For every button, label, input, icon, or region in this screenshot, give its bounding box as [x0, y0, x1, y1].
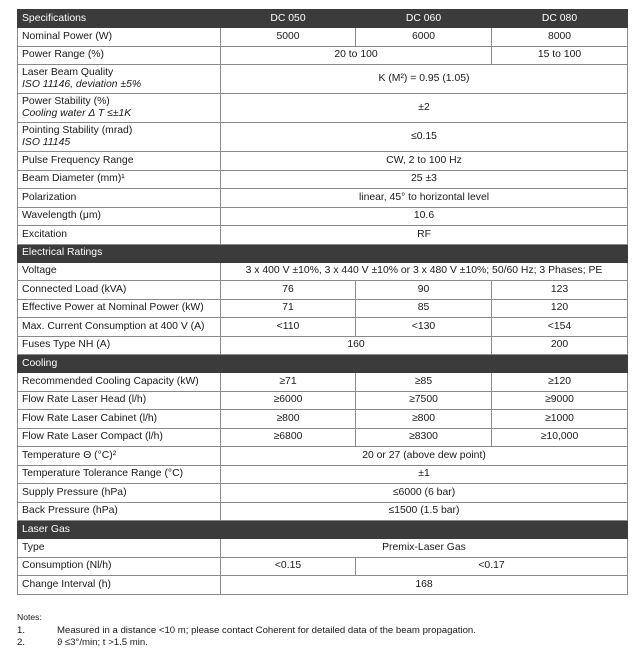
table-row	[18, 207, 628, 226]
note-number: 1.	[17, 624, 26, 636]
value-cell: <0.15	[221, 557, 356, 576]
row-label	[18, 46, 221, 65]
table-row	[18, 46, 628, 65]
row-label	[18, 65, 221, 94]
section-electrical-ratings	[18, 244, 628, 262]
value-cell: ≤0.15	[221, 123, 628, 152]
value-cell: 5000	[221, 28, 356, 47]
value-cell: 200	[492, 336, 628, 355]
section-title: Electrical Ratings	[18, 244, 628, 262]
row-label-text: Temperature Tolerance Range (°C)	[22, 468, 184, 480]
row-label-text: Pulse Frequency Range	[22, 154, 134, 166]
row-label	[18, 336, 221, 355]
table-row	[18, 465, 628, 484]
row-label	[18, 484, 221, 503]
table-row	[18, 262, 628, 281]
value-cell: 168	[221, 576, 628, 595]
value-cell: ≥9000	[492, 391, 628, 410]
row-label-note: ISO 11146, deviation ±5%	[22, 79, 142, 90]
notes-title: Notes:	[17, 612, 42, 622]
value-cell: 123	[492, 281, 628, 300]
row-label	[18, 281, 221, 300]
row-label-text: Fuses Type NH (A)	[22, 339, 111, 351]
value-cell: 10.6	[221, 207, 628, 226]
notes	[17, 612, 476, 649]
value-cell: CW, 2 to 100 Hz	[221, 152, 628, 171]
row-label	[18, 226, 221, 245]
table-row	[18, 557, 628, 576]
row-label-text: Consumption (Nl/h)	[22, 560, 112, 572]
note-text: ϑ ≤3°/min; t >1.5 min.	[57, 636, 148, 648]
row-label-text: Effective Power at Nominal Power (kW)	[22, 302, 204, 314]
row-label	[18, 539, 221, 558]
value-cell: ≥800	[221, 410, 356, 429]
value-cell: ≥6000	[221, 391, 356, 410]
section-title: Cooling	[18, 355, 628, 373]
value-cell: K (M²) = 0.95 (1.05)	[221, 65, 628, 94]
value-cell: ≥10,000	[492, 428, 628, 447]
row-label	[18, 94, 221, 123]
header-label: Specifications	[18, 10, 221, 28]
row-label-text: Temperature Θ (°C)²	[22, 449, 117, 461]
table-header-row	[18, 10, 628, 28]
value-cell: ≥6800	[221, 428, 356, 447]
value-cell: Premix-Laser Gas	[221, 539, 628, 558]
row-label	[18, 207, 221, 226]
value-cell: 25 ±3	[221, 170, 628, 189]
value-cell: ≥7500	[356, 391, 492, 410]
specifications-table	[17, 9, 628, 595]
row-label	[18, 170, 221, 189]
value-cell: ±2	[221, 94, 628, 123]
row-label-text: Max. Current Consumption at 400 V (A)	[22, 320, 205, 332]
note-item	[17, 625, 476, 637]
row-label-text: Flow Rate Laser Cabinet (l/h)	[22, 412, 158, 424]
value-cell: linear, 45° to horizontal level	[221, 189, 628, 208]
row-label-text: Connected Load (kVA)	[22, 283, 127, 295]
table-row	[18, 410, 628, 429]
table-row	[18, 226, 628, 245]
value-cell: <130	[356, 318, 492, 337]
column-header-dc050: DC 050	[221, 10, 356, 28]
row-label	[18, 123, 221, 152]
row-label-text: Beam Diameter (mm)¹	[22, 173, 125, 185]
table-row	[18, 502, 628, 521]
value-cell: 120	[492, 299, 628, 318]
row-label	[18, 502, 221, 521]
row-label-text: Power Stability (%)	[22, 96, 110, 108]
value-cell: ≥85	[356, 373, 492, 392]
table-row	[18, 189, 628, 208]
table-row	[18, 539, 628, 558]
table-row	[18, 484, 628, 503]
section-laser-gas	[18, 521, 628, 539]
value-cell: 6000	[356, 28, 492, 47]
table-row	[18, 299, 628, 318]
value-cell: 20 or 27 (above dew point)	[221, 447, 628, 466]
table-row	[18, 28, 628, 47]
table-row	[18, 65, 628, 94]
row-label-text: Flow Rate Laser Compact (l/h)	[22, 431, 163, 443]
row-label-note: ISO 11145	[22, 137, 71, 148]
value-cell: ≥71	[221, 373, 356, 392]
section-title: Laser Gas	[18, 521, 628, 539]
row-label	[18, 465, 221, 484]
column-header-dc060: DC 060	[356, 10, 492, 28]
value-cell: <110	[221, 318, 356, 337]
row-label	[18, 28, 221, 47]
table-row	[18, 94, 628, 123]
value-cell: 90	[356, 281, 492, 300]
value-cell: 15 to 100	[492, 46, 628, 65]
value-cell: ≥1000	[492, 410, 628, 429]
value-cell: ±1	[221, 465, 628, 484]
row-label	[18, 410, 221, 429]
value-cell: 76	[221, 281, 356, 300]
row-label-text: Power Range (%)	[22, 49, 105, 61]
row-label	[18, 373, 221, 392]
row-label	[18, 318, 221, 337]
table-row	[18, 373, 628, 392]
value-cell: ≥8300	[356, 428, 492, 447]
row-label-text: Laser Beam Quality	[22, 67, 114, 79]
table-row	[18, 391, 628, 410]
row-label-text: Change Interval (h)	[22, 578, 111, 590]
value-cell: 20 to 100	[221, 46, 492, 65]
table-row	[18, 123, 628, 152]
table-row	[18, 152, 628, 171]
value-cell: ≤6000 (6 bar)	[221, 484, 628, 503]
table-row	[18, 576, 628, 595]
row-label-text: Polarization	[22, 191, 77, 203]
table-row	[18, 170, 628, 189]
value-cell: ≥120	[492, 373, 628, 392]
row-label	[18, 189, 221, 208]
table-row	[18, 428, 628, 447]
row-label-text: Wavelength (μm)	[22, 210, 101, 222]
column-header-dc080: DC 080	[492, 10, 628, 28]
value-cell: 85	[356, 299, 492, 318]
table-row	[18, 318, 628, 337]
row-label	[18, 152, 221, 171]
row-label-text: Recommended Cooling Capacity (kW)	[22, 375, 199, 387]
note-text: Measured in a distance <10 m; please contact Coherent for detailed data of the beam propagation.	[57, 624, 476, 636]
row-label	[18, 447, 221, 466]
value-cell: 71	[221, 299, 356, 318]
row-label-text: Flow Rate Laser Head (l/h)	[22, 394, 147, 406]
row-label-text: Nominal Power (W)	[22, 30, 113, 42]
row-label	[18, 262, 221, 281]
row-label-text: Excitation	[22, 228, 68, 240]
row-label-note: Cooling water Δ T ≤±1K	[22, 108, 132, 119]
note-number: 2.	[17, 636, 26, 648]
row-label-text: Voltage	[22, 265, 57, 277]
row-label	[18, 391, 221, 410]
value-cell: ≤1500 (1.5 bar)	[221, 502, 628, 521]
value-cell: 8000	[492, 28, 628, 47]
table-row	[18, 336, 628, 355]
row-label-text: Back Pressure (hPa)	[22, 505, 118, 517]
value-cell: <154	[492, 318, 628, 337]
row-label	[18, 299, 221, 318]
table-row	[18, 447, 628, 466]
row-label-text: Pointing Stability (mrad)	[22, 125, 133, 137]
table-row	[18, 281, 628, 300]
value-cell: <0.17	[356, 557, 628, 576]
row-label-text: Supply Pressure (hPa)	[22, 486, 127, 498]
row-label	[18, 428, 221, 447]
value-cell: ≥800	[356, 410, 492, 429]
value-cell: 3 x 400 V ±10%, 3 x 440 V ±10% or 3 x 480 V ±10%; 50/60 Hz; 3 Phases; PE	[221, 262, 628, 281]
row-label	[18, 576, 221, 595]
value-cell: 160	[221, 336, 492, 355]
row-label	[18, 557, 221, 576]
value-cell: RF	[221, 226, 628, 245]
row-label-text: Type	[22, 541, 45, 553]
section-cooling	[18, 355, 628, 373]
